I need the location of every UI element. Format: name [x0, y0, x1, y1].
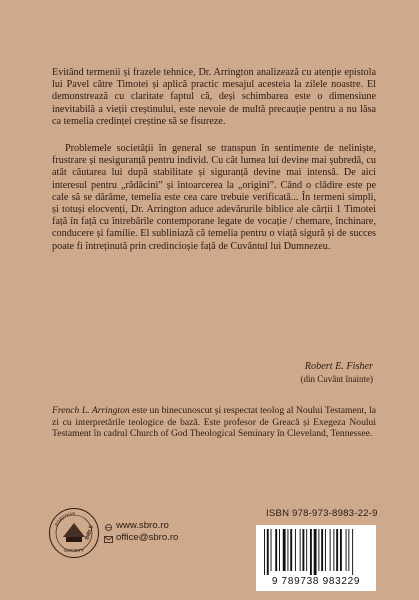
- barcode-bar: [264, 529, 265, 575]
- barcode-bar: [346, 529, 347, 571]
- logo-text-bottom: SOCIETY: [63, 548, 85, 553]
- email-link[interactable]: office@sbro.ro: [116, 532, 179, 544]
- barcode-bar: [300, 529, 301, 571]
- logo-text-side: BIBLE: [84, 524, 96, 541]
- barcode-bar: [314, 529, 317, 575]
- blurb-paragraph-1: Evitând termenii și frazele tehnice, Dr. Arrington analizează cu atenție epistola lui Pavel către Timotei și aplică practic mesajul acesteia la zilele noastre. El demonstrează cu claritate faptul că, deși schimbarea este o dimensiune inevitabilă a vieții creștinului, este nevoie de multă precauție pentru a nu lăsa ca temelia credinței creștine să se fisureze.: [52, 67, 376, 127]
- website-link[interactable]: www.sbro.ro: [116, 520, 169, 531]
- barcode-bar: [325, 529, 326, 571]
- barcode-bar: [290, 529, 292, 571]
- signature-source: (din Cuvânt înainte): [300, 374, 373, 384]
- barcode-bar: [352, 529, 353, 575]
- barcode-bar: [333, 529, 334, 571]
- foreword-signature: [301, 361, 373, 385]
- globe-icon: [104, 523, 113, 530]
- barcode-bar: [330, 529, 331, 571]
- barcode-bar: [271, 529, 272, 571]
- barcode-bar: [295, 529, 296, 571]
- barcode-bar: [283, 529, 286, 571]
- barcode-bar: [321, 529, 323, 571]
- barcode-bar: [348, 529, 349, 571]
- barcode: [256, 525, 376, 591]
- barcode-bar: [340, 529, 342, 571]
- barcode-bar: [279, 529, 280, 571]
- envelope-icon: [104, 535, 113, 542]
- barcode-digits: 9 789738 983229: [271, 576, 361, 587]
- barcode-bars: [256, 525, 376, 577]
- logo-text-top: ROMANIAN: [53, 510, 76, 527]
- website-row: [104, 520, 178, 532]
- author-name: French L. Arrington: [52, 405, 130, 416]
- barcode-bar: [310, 529, 312, 575]
- publisher-logo: [48, 507, 100, 559]
- barcode-bar: [275, 529, 277, 571]
- publisher-contacts: [104, 520, 178, 544]
- isbn-label: ISBN 978-973-8983-22-9: [266, 508, 378, 519]
- barcode-bar: [287, 529, 288, 571]
- barcode-bar: [336, 529, 338, 571]
- barcode-bar: [318, 529, 319, 571]
- author-bio: [52, 405, 376, 440]
- email-row: [104, 532, 178, 544]
- blurb-paragraph-2: Problemele societății în general se transpun în sentimente de neliniște, frustrare și nesiguranță pentru individ. Cu cât lumea lui devine mai șubredă, cu atât căutarea lui după stabilitate și siguranță devine mai intensă. De aici interesul pentru „rădăcini” și întoarcerea la „origini”. Când o clădire este pe cale să se dărâme, temelia este cea care trebuie verificată... În termeni simpli, și totuși elocvenți, Dr. Arrington aduce adevărurile biblice ale cărții 1 Timotei față în față cu întrebările contemporane legate de vocație / chemare, închinare, conducere și familie. El subliniază că temelia pentru o viață sigură și de succes poate fi întreținută prin credincioșie față de Cuvântul lui Dumnezeu.: [52, 143, 376, 252]
- barcode-bar: [306, 529, 307, 571]
- signature-name: Robert E. Fisher: [304, 361, 373, 372]
- barcode-bar: [302, 529, 304, 571]
- barcode-bar: [267, 529, 269, 575]
- author-bio-text: este un binecunoscut și respectat teolog al Noului Testament, la zi cu interpretările teologice de bază. Este profesor de Greacă și Exegeza Noului Testament în cadrul Church of God Theological Seminary în Cleveland, Tennessee.: [52, 405, 376, 440]
